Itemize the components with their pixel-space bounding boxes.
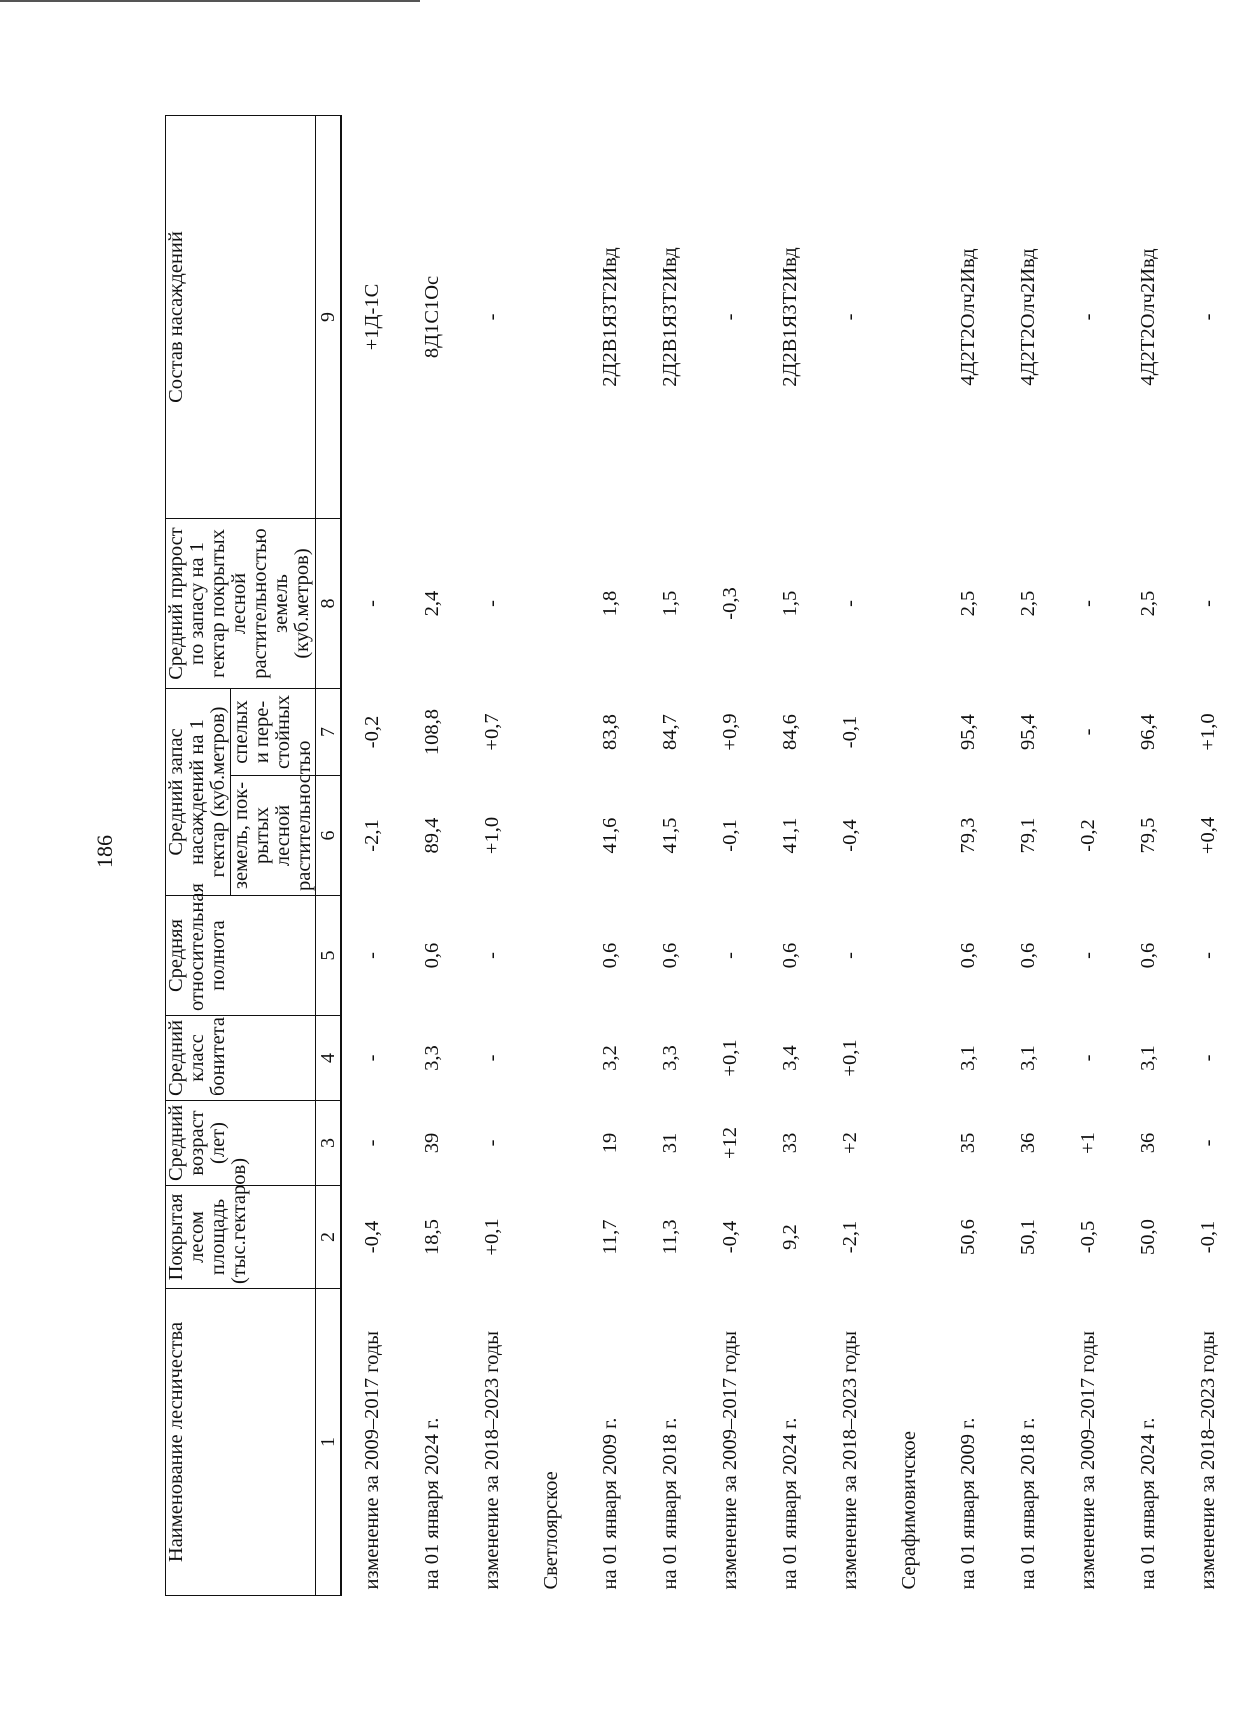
- bonitet-cell: [880, 1016, 938, 1101]
- bonitet-cell: 3,1: [1016, 1045, 1039, 1071]
- row-name: изменение за 2009–2017 годы: [1076, 1330, 1099, 1590]
- composition-cell: -: [1076, 313, 1099, 321]
- area-cell: -0,5: [1076, 1220, 1099, 1254]
- bonitet-cell: 3,1: [1136, 1045, 1159, 1071]
- bonitet-cell: [522, 1016, 580, 1101]
- area-cell: [880, 1186, 938, 1289]
- density-cell: 0,6: [956, 942, 979, 969]
- increment-cell: [522, 519, 580, 689]
- column-number: 9: [316, 116, 342, 519]
- age-cell: 36: [1136, 1132, 1159, 1154]
- bonitet-cell: -: [1076, 1054, 1099, 1062]
- row-name: изменение за 2018–2023 годы: [1196, 1330, 1219, 1590]
- area-cell: -0,4: [360, 1220, 383, 1254]
- density-cell: 0,6: [778, 942, 801, 969]
- bonitet-cell: -: [360, 1054, 383, 1062]
- density-cell: -: [1076, 952, 1099, 959]
- stock-covered-cell: -0,1: [718, 819, 741, 852]
- table-row: [1058, 116, 1118, 1596]
- table-row: [820, 116, 880, 1596]
- age-cell: -: [360, 1139, 383, 1147]
- bonitet-cell: -: [1196, 1054, 1219, 1062]
- stock-covered-cell: -0,4: [838, 819, 861, 852]
- composition-cell: 4Д2Т2Олч2Ивд: [1016, 248, 1039, 386]
- stock-covered-cell: -2,1: [360, 819, 383, 852]
- increment-cell: -: [838, 600, 861, 607]
- header-area: Покрытая лесом площадь (тыс.гектаров): [166, 1186, 316, 1289]
- age-cell: +1: [1076, 1132, 1099, 1154]
- area-cell: -0,1: [1196, 1220, 1219, 1254]
- column-number: 1: [316, 1289, 342, 1596]
- column-number: 3: [316, 1101, 342, 1186]
- header-name: Наименование лесничества: [166, 1289, 316, 1596]
- row-name: изменение за 2018–2023 годы: [480, 1330, 503, 1590]
- stock-mature-cell: -: [1076, 728, 1099, 736]
- composition-cell: +1Д-1С: [360, 283, 383, 351]
- area-cell: [522, 1186, 580, 1289]
- bonitet-cell: 3,1: [956, 1045, 979, 1071]
- column-number: 5: [316, 896, 342, 1016]
- forestry-name: Светлоярское: [539, 1471, 562, 1590]
- stock-mature-cell: 95,4: [956, 714, 979, 750]
- density-cell: -: [480, 952, 503, 959]
- stock-covered-cell: 41,5: [658, 817, 681, 854]
- density-cell: 0,6: [1016, 942, 1039, 969]
- row-name: изменение за 2009–2017 годы: [718, 1330, 741, 1590]
- increment-cell: -: [1196, 600, 1219, 607]
- stock-mature-cell: [880, 689, 938, 776]
- composition-cell: [522, 116, 580, 519]
- table-row: [580, 116, 640, 1596]
- age-cell: [522, 1101, 580, 1186]
- column-number-row: [316, 116, 342, 1596]
- bonitet-cell: 3,3: [658, 1045, 681, 1071]
- stock-mature-cell: -0,1: [838, 715, 861, 749]
- age-cell: 33: [778, 1132, 801, 1154]
- increment-cell: 2,4: [420, 590, 443, 617]
- bonitet-cell: -: [480, 1054, 503, 1062]
- area-cell: 18,5: [420, 1219, 443, 1255]
- composition-cell: [880, 116, 938, 519]
- bonitet-cell: 3,3: [420, 1045, 443, 1071]
- header-stock-group: Средний запас насаждений на 1 гектар (куб.метров): [166, 689, 231, 896]
- forestry-table: [165, 115, 1238, 1596]
- increment-cell: [880, 519, 938, 689]
- composition-cell: 8Д1С1Ос: [420, 275, 443, 359]
- density-cell: -: [1196, 952, 1219, 959]
- row-name: на 01 января 2018 г.: [1016, 1417, 1039, 1590]
- header-stock-mature: спелых и пере- стойных: [231, 689, 316, 776]
- area-cell: 9,2: [778, 1224, 801, 1250]
- density-cell: 0,6: [658, 942, 681, 969]
- column-number: 7: [316, 689, 342, 776]
- stock-covered-cell: 89,4: [420, 817, 443, 854]
- density-cell: [522, 896, 580, 1016]
- stock-covered-cell: +0,4: [1196, 816, 1219, 855]
- age-cell: -: [480, 1139, 503, 1147]
- header-stock-covered: земель, пок- рытых лесной растительностью: [231, 776, 316, 896]
- column-number: 6: [316, 776, 342, 896]
- row-name: изменение за 2018–2023 годы: [838, 1330, 861, 1590]
- composition-cell: -: [838, 313, 861, 321]
- composition-cell: 2Д2В1Я3Т2Ивд: [598, 247, 621, 387]
- stock-covered-cell: -0,2: [1076, 819, 1099, 852]
- row-name: на 01 января 2024 г.: [1136, 1417, 1159, 1590]
- stock-mature-cell: [522, 689, 580, 776]
- composition-cell: -: [480, 313, 503, 321]
- row-name: на 01 января 2024 г.: [778, 1417, 801, 1590]
- column-number: 8: [316, 519, 342, 689]
- area-cell: 50,6: [956, 1219, 979, 1255]
- table-row: [402, 116, 462, 1596]
- stock-covered-cell: 79,3: [956, 817, 979, 854]
- increment-cell: -: [1076, 600, 1099, 607]
- stock-mature-cell: 95,4: [1016, 714, 1039, 750]
- area-cell: -0,4: [718, 1220, 741, 1254]
- composition-cell: 2Д2В1Я3Т2Ивд: [658, 247, 681, 387]
- stock-covered-cell: 79,5: [1136, 817, 1159, 854]
- increment-cell: -0,3: [718, 587, 741, 620]
- age-cell: 39: [420, 1132, 443, 1154]
- table-row: [1118, 116, 1178, 1596]
- composition-cell: 4Д2Т2Олч2Ивд: [1136, 248, 1159, 386]
- density-cell: 0,6: [598, 942, 621, 969]
- age-cell: +2: [838, 1132, 861, 1154]
- row-name: на 01 января 2009 г.: [598, 1417, 621, 1590]
- composition-cell: -: [718, 313, 741, 321]
- age-cell: 19: [598, 1132, 621, 1154]
- forestry-name: Серафимовичское: [897, 1431, 920, 1590]
- stock-mature-cell: 83,8: [598, 714, 621, 750]
- row-name: на 01 января 2024 г.: [420, 1417, 443, 1590]
- composition-cell: 2Д2В1Я3Т2Ивд: [778, 247, 801, 387]
- density-cell: -: [718, 952, 741, 959]
- area-cell: 11,3: [658, 1219, 681, 1255]
- increment-cell: -: [480, 600, 503, 607]
- age-cell: [880, 1101, 938, 1186]
- increment-cell: -: [360, 600, 383, 607]
- age-cell: 31: [658, 1132, 681, 1154]
- table-row: [462, 116, 522, 1596]
- forestry-table-container: [165, 116, 1225, 1596]
- bonitet-cell: +0,1: [838, 1039, 861, 1077]
- age-cell: +12: [718, 1126, 741, 1160]
- bonitet-cell: +0,1: [718, 1039, 741, 1077]
- row-name: на 01 января 2009 г.: [956, 1417, 979, 1590]
- stock-covered-cell: 79,1: [1016, 817, 1039, 854]
- stock-mature-cell: +0,7: [480, 713, 503, 751]
- table-row: [700, 116, 760, 1596]
- stock-mature-cell: 84,6: [778, 714, 801, 750]
- table-row: [938, 116, 998, 1596]
- header-bonitet: Средний класс бонитета: [166, 1016, 316, 1101]
- top-rule: [0, 0, 420, 2]
- group-row: [880, 116, 938, 1596]
- stock-mature-cell: -0,2: [360, 715, 383, 749]
- column-number: 4: [316, 1016, 342, 1101]
- area-cell: 50,0: [1136, 1219, 1159, 1255]
- header-age: Средний возраст (лет): [166, 1101, 316, 1186]
- age-cell: -: [1196, 1139, 1219, 1147]
- stock-mature-cell: 84,7: [658, 714, 681, 750]
- bonitet-cell: 3,2: [598, 1045, 621, 1071]
- increment-cell: 1,5: [778, 590, 801, 617]
- stock-covered-cell: +1,0: [480, 816, 503, 855]
- stock-covered-cell: 41,6: [598, 817, 621, 854]
- stock-mature-cell: 108,8: [420, 708, 443, 756]
- composition-cell: 4Д2Т2Олч2Ивд: [956, 248, 979, 386]
- stock-mature-cell: 96,4: [1136, 714, 1159, 750]
- row-name: на 01 января 2018 г.: [658, 1417, 681, 1590]
- group-row: [522, 116, 580, 1596]
- stock-mature-cell: +1,0: [1196, 713, 1219, 751]
- stock-covered-cell: 41,1: [778, 817, 801, 854]
- table-row: [341, 116, 402, 1596]
- table-row: [640, 116, 700, 1596]
- table-row: [1178, 116, 1238, 1596]
- density-cell: 0,6: [420, 942, 443, 969]
- column-number: 2: [316, 1186, 342, 1289]
- header-density: Средняя относительная полнота: [166, 896, 316, 1016]
- increment-cell: 2,5: [1016, 590, 1039, 617]
- header-composition: Состав насаждений: [166, 116, 316, 519]
- stock-covered-cell: [522, 776, 580, 896]
- age-cell: 35: [956, 1132, 979, 1154]
- page-number: 186: [92, 835, 117, 868]
- composition-cell: -: [1196, 313, 1219, 321]
- stock-covered-cell: [880, 776, 938, 896]
- table-row: [998, 116, 1058, 1596]
- area-cell: 50,1: [1016, 1219, 1039, 1255]
- bonitet-cell: 3,4: [778, 1045, 801, 1071]
- area-cell: +0,1: [480, 1218, 503, 1256]
- table-row: [760, 116, 820, 1596]
- increment-cell: 1,5: [658, 590, 681, 617]
- area-cell: 11,7: [598, 1219, 621, 1255]
- area-cell: -2,1: [838, 1220, 861, 1254]
- row-name: изменение за 2009–2017 годы: [360, 1330, 383, 1590]
- header-increment: Средний прирост по запасу на 1 гектар покрытых лесной растительностью земель (куб.метров): [166, 519, 316, 689]
- density-cell: -: [838, 952, 861, 959]
- increment-cell: 1,8: [598, 590, 621, 617]
- stock-mature-cell: +0,9: [718, 713, 741, 751]
- increment-cell: 2,5: [1136, 590, 1159, 617]
- density-cell: 0,6: [1136, 942, 1159, 969]
- table-body: [341, 116, 1238, 1596]
- density-cell: [880, 896, 938, 1016]
- age-cell: 36: [1016, 1132, 1039, 1154]
- increment-cell: 2,5: [956, 590, 979, 617]
- density-cell: -: [360, 952, 383, 959]
